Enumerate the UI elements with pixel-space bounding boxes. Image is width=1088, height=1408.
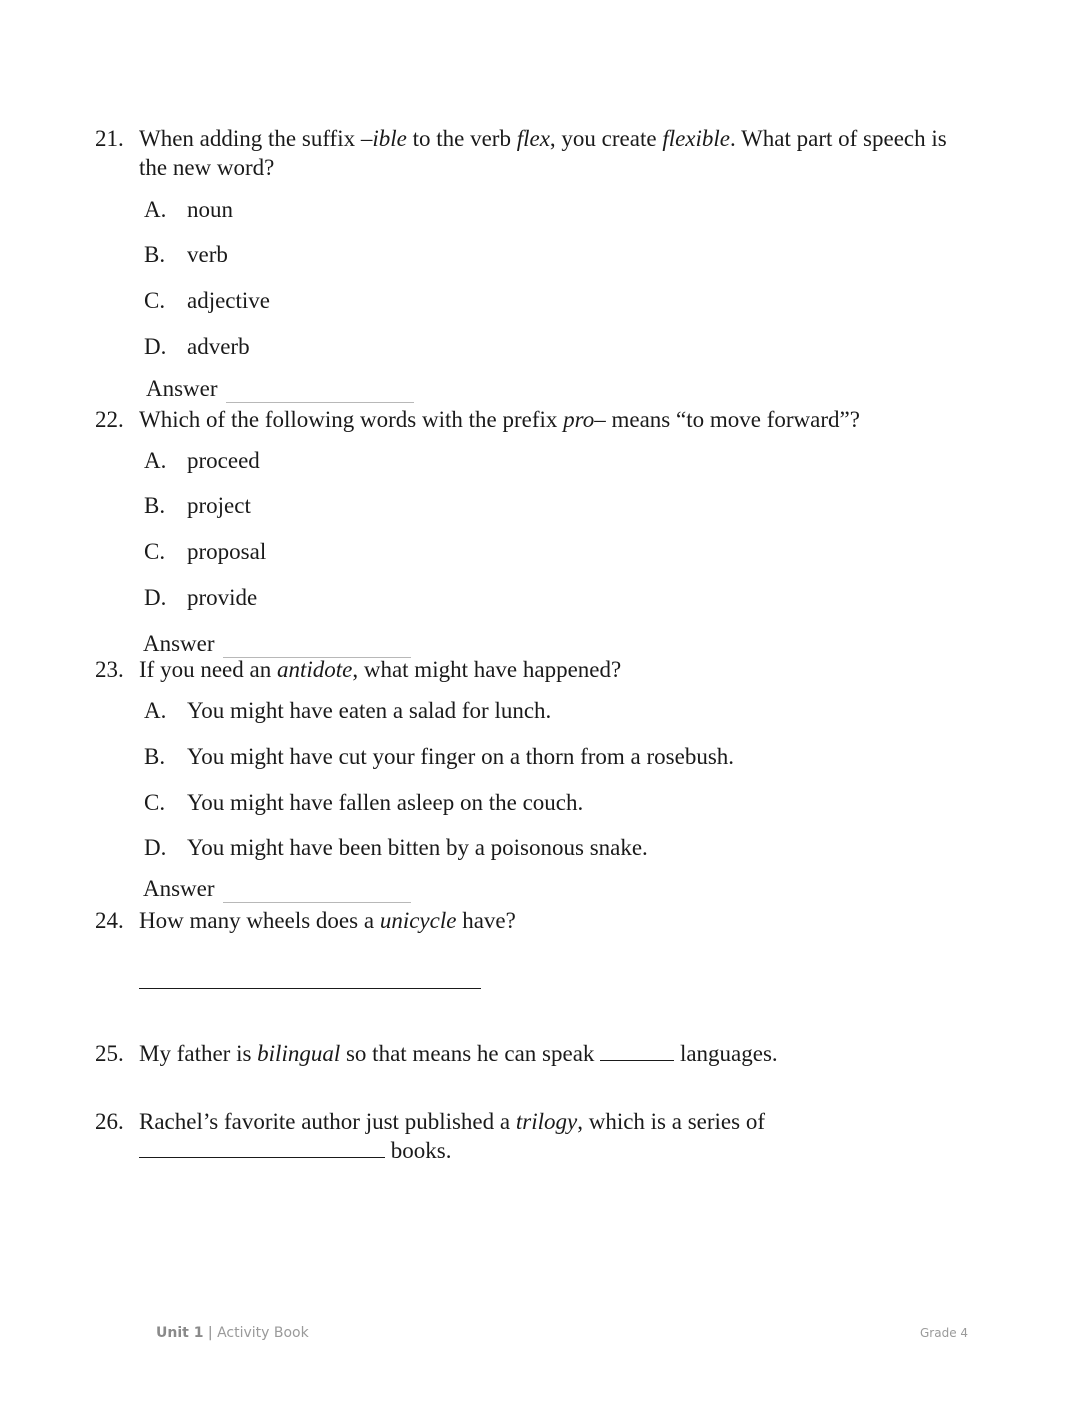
q23-option-a[interactable] (144, 696, 551, 725)
q22-option-b[interactable] (144, 491, 251, 520)
option-text: You might have eaten a salad for lunch. (187, 698, 552, 723)
footer-separator: | (207, 1325, 213, 1341)
q23-option-d[interactable] (144, 833, 648, 862)
option-text: You might have fallen asleep on the couch. (187, 790, 584, 815)
question-26-number: 26. (95, 1109, 124, 1134)
option-letter: A. (144, 448, 167, 473)
q22-option-a[interactable] (144, 446, 260, 475)
q21-text-part: . What part of speech is the new word? (139, 126, 947, 180)
q25-text-part: My father is (139, 1041, 258, 1066)
option-letter: D. (144, 334, 167, 359)
q22-prefix: pro– (563, 407, 606, 432)
q25-text-part: languages. (674, 1041, 778, 1066)
q22-option-c[interactable] (144, 537, 266, 566)
q21-verb: flex (516, 126, 550, 151)
question-23-number: 23. (95, 657, 124, 682)
option-text: verb (187, 242, 228, 267)
option-letter: C. (144, 288, 166, 313)
question-25-number: 25. (95, 1041, 124, 1066)
option-letter: A. (144, 197, 167, 222)
footer-grade: Grade 4 (920, 1326, 969, 1340)
option-text: proceed (187, 448, 260, 473)
q21-option-c[interactable] (144, 286, 270, 315)
option-text: You might have cut your finger on a thorn from a rosebush. (187, 744, 735, 769)
q23-answer (143, 874, 411, 903)
q21-result-word: flexible (662, 126, 730, 151)
question-26-text (139, 1107, 969, 1165)
q21-text-part: When adding the suffix (139, 126, 361, 151)
q25-key-word: bilingual (257, 1041, 341, 1066)
option-text: adverb (187, 334, 250, 359)
q23-text-part: If you need an (139, 657, 277, 682)
option-letter: D. (144, 835, 167, 860)
option-letter: A. (144, 698, 167, 723)
option-text: proposal (187, 539, 267, 564)
q21-text-part: , you create (549, 126, 663, 151)
q22-answer (143, 629, 411, 658)
q21-suffix: –ible (360, 126, 407, 151)
q26-answer-blank[interactable] (139, 1137, 385, 1158)
q24-text-part: How many wheels does a (139, 908, 380, 933)
option-text: provide (187, 585, 258, 610)
q22-text-part: Which of the following words with the prefix (139, 407, 564, 432)
option-letter: C. (144, 790, 166, 815)
q23-answer-line[interactable] (223, 882, 411, 903)
q21-option-b[interactable] (144, 240, 228, 269)
question-21-number: 21. (95, 126, 124, 151)
question-22-text (139, 405, 969, 434)
question-25-text (139, 1039, 969, 1068)
q24-text-part: have? (456, 908, 516, 933)
option-letter: D. (144, 585, 167, 610)
q21-text-part: to the verb (406, 126, 517, 151)
q21-option-d[interactable] (144, 332, 250, 361)
q24-key-word: unicycle (379, 908, 457, 933)
q26-text-part: books. (385, 1138, 452, 1163)
q24-answer-line[interactable] (139, 988, 481, 989)
q21-answer (146, 374, 414, 403)
q22-text-part: means “to move forward”? (605, 407, 860, 432)
option-text: You might have been bitten by a poisonous snake. (187, 835, 648, 860)
question-21-text (139, 124, 969, 182)
q25-answer-blank[interactable] (600, 1040, 674, 1061)
q23-text-part: , what might have happened? (352, 657, 622, 682)
footer-book: Activity Book (217, 1325, 309, 1341)
option-text: noun (187, 197, 233, 222)
answer-label: Answer (143, 631, 215, 656)
question-23-text (139, 655, 969, 684)
q25-text-part: so that means he can speak (340, 1041, 601, 1066)
option-letter: B. (144, 242, 166, 267)
option-text: project (187, 493, 251, 518)
option-letter: B. (144, 744, 166, 769)
q23-option-c[interactable] (144, 788, 583, 817)
q22-option-d[interactable] (144, 583, 257, 612)
option-text: adjective (187, 288, 271, 313)
question-24-text (139, 906, 969, 935)
q26-text-part: Rachel’s favorite author just published a (139, 1109, 516, 1134)
option-letter: B. (144, 493, 166, 518)
q21-answer-line[interactable] (226, 382, 414, 403)
option-letter: C. (144, 539, 166, 564)
q23-key-word: antidote (276, 657, 353, 682)
footer-unit: Unit 1 (156, 1325, 204, 1341)
question-24-number: 24. (95, 908, 124, 933)
answer-label: Answer (143, 876, 215, 901)
answer-label: Answer (146, 376, 218, 401)
q23-option-b[interactable] (144, 742, 734, 771)
q26-text-part: , which is a series of (577, 1109, 765, 1134)
q26-key-word: trilogy (515, 1109, 578, 1134)
footer-unit-label (156, 1325, 309, 1341)
q21-option-a[interactable] (144, 195, 233, 224)
question-22-number: 22. (95, 407, 124, 432)
